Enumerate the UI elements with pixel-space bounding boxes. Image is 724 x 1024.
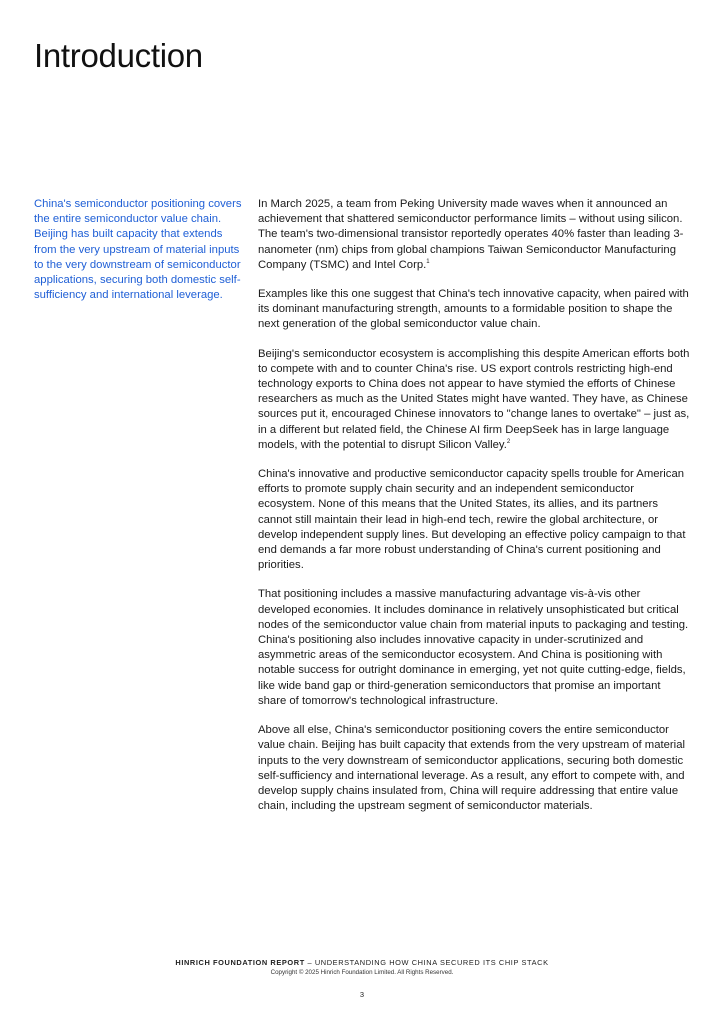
paragraph-text: That positioning includes a massive manufacturing advantage vis-à-vis other developed economies. It includes dominance in relatively unsophisticated but critical nodes of the semiconductor value chain from material inputs to packaging and testing. China's positioning also includes innovative capacity in under-scrutinized and asymmetric areas of the semiconductor ecosystem. And China is positioning with notable success for outright dominance in emerging, yet not quite cutting-edge, fields, like wide band gap or third-generation semiconductors that promise an important share of tomorrow's technological infrastructure. xyxy=(258,588,689,707)
footer-report-line xyxy=(0,958,724,968)
paragraph-text: Beijing's semiconductor ecosystem is accomplishing this despite American efforts both to compete with and to counter China's rise. US export controls restricting high-end technology exports to China does not appear to have stymied the efforts of Chinese researchers as much as the United States might have wanted. They have, as Chinese sources put it, encouraged Chinese innovators to "change lanes to overtake" – just as, in a different but related field, the Chinese AI firm DeepSeek has in large language models, with the potential to disrupt Silicon Valley. xyxy=(258,347,690,451)
body-paragraph xyxy=(258,723,690,814)
paragraph-text: China's innovative and productive semiconductor capacity spells trouble for American efforts to promote supply chain security and an independent semiconductor ecosystem. None of this means that the United States, its allies, and its partners cannot still maintain their lead in high-end tech, rewire the global architecture, or develop independent supply lines. But developing an effective policy campaign to that end demands a far more robust understanding of China's current positioning and priorities. xyxy=(258,468,686,572)
footer-separator: – xyxy=(304,958,315,967)
footnote-ref[interactable]: 1 xyxy=(426,259,430,266)
footnote-ref[interactable]: 2 xyxy=(506,439,511,446)
paragraph-text: Above all else, China's semiconductor positioning covers the entire semiconductor value chain. Beijing has built capacity that extends from the very upstream of material inputs to the very downstream of semiconductor applications, securing both domestic self-sufficiency and international leverage. As a result, any effort to compete with, and develop supply chains insulated from, China will require addressing that entire value chain, including the upstream segment of semiconductor materials. xyxy=(258,724,685,813)
pull-quote: China's semiconductor positioning covers the entire semiconductor value chain. Beijing has built capacity that extends from the very upstream of material inputs to the very downstream of semiconductor applications, securing both domestic self-sufficiency and international leverage. xyxy=(34,198,242,302)
body-column xyxy=(258,197,690,828)
page-number: 3 xyxy=(359,990,365,999)
body-paragraph xyxy=(258,587,690,709)
page-title: Introduction xyxy=(34,37,203,74)
body-paragraph xyxy=(258,467,690,573)
body-paragraph xyxy=(258,287,690,333)
footer-report-name: HINRICH FOUNDATION REPORT xyxy=(175,958,305,967)
footer-report-title: UNDERSTANDING HOW CHINA SECURED ITS CHIP STACK xyxy=(314,958,549,967)
body-paragraph xyxy=(258,197,690,273)
paragraph-text: Examples like this one suggest that China's tech innovative capacity, when paired with its dominant manufacturing strength, amounts to a formidable position to shape the next generation of the global semiconductor value chain. xyxy=(258,288,689,331)
body-paragraph xyxy=(258,347,690,453)
footer-copyright: Copyright © 2025 Hinrich Foundation Limited. All Rights Reserved. xyxy=(270,969,454,976)
page-footer xyxy=(0,958,724,977)
paragraph-text: In March 2025, a team from Peking University made waves when it announced an achievement that shattered semiconductor performance limits – without using silicon. The team's two-dimensional transistor reportedly operates 40% faster than leading 3-nanometer (nm) chips from global champions Taiwan Semiconductor Manufacturing Company (TSMC) and Intel Corp. xyxy=(258,198,684,271)
